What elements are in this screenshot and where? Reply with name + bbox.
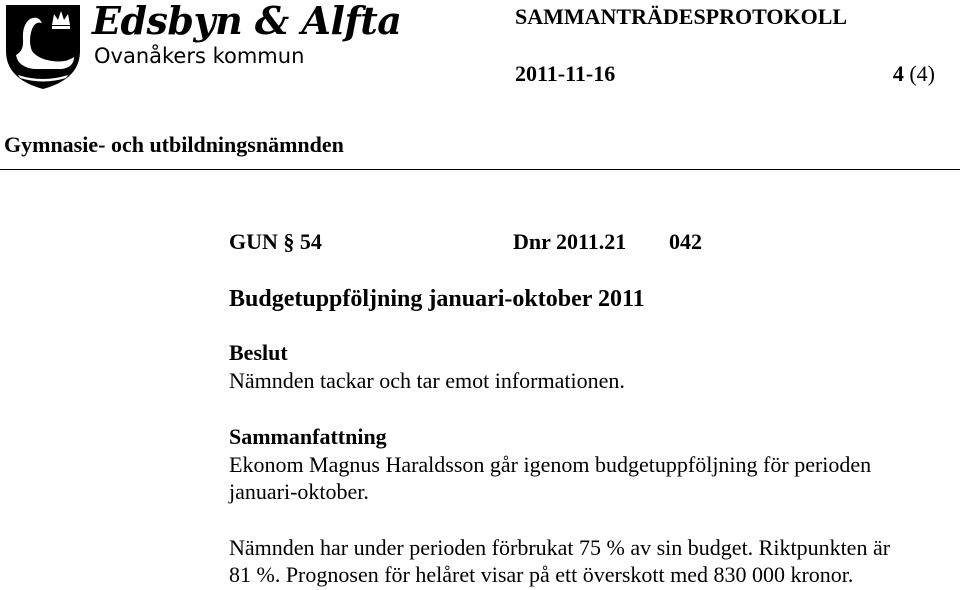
summary-line: januari-oktober. bbox=[229, 479, 369, 504]
paragraph-reference: GUN § 54 bbox=[229, 229, 322, 254]
page-indicator bbox=[893, 61, 935, 87]
case-title: Budgetuppföljning januari-oktober 2011 bbox=[229, 286, 645, 312]
summary-line: Nämnden har under perioden förbrukat 75 % av sin budget. Riktpunkten är bbox=[229, 535, 891, 560]
registration-number: Dnr 2011.21 bbox=[513, 229, 627, 254]
header-divider bbox=[0, 169, 960, 170]
municipality-logo bbox=[4, 3, 82, 91]
page-total: (4) bbox=[909, 61, 935, 86]
summary-heading: Sammanfattning bbox=[229, 424, 387, 449]
decision-text: Nämnden tackar och tar emot informationen. bbox=[229, 368, 625, 393]
decision-heading: Beslut bbox=[229, 340, 288, 365]
summary-line: Ekonom Magnus Haraldsson går igenom budgetuppföljning för perioden bbox=[229, 452, 872, 477]
page-number: 4 bbox=[892, 61, 904, 86]
logo-wordmark: Edsbyn & Alfta bbox=[92, 0, 402, 43]
summary-line: 81 %. Prognosen för helåret visar på ett överskott med 830 000 kronor. bbox=[229, 562, 854, 587]
registration-code: 042 bbox=[669, 229, 702, 254]
committee-name: Gymnasie- och utbildningsnämnden bbox=[4, 132, 344, 157]
document-type: SAMMANTRÄDESPROTOKOLL bbox=[515, 4, 848, 29]
meeting-date: 2011-11-16 bbox=[515, 61, 616, 86]
logo-subtitle: Ovanåkers kommun bbox=[94, 44, 305, 68]
shield-icon bbox=[6, 5, 80, 89]
